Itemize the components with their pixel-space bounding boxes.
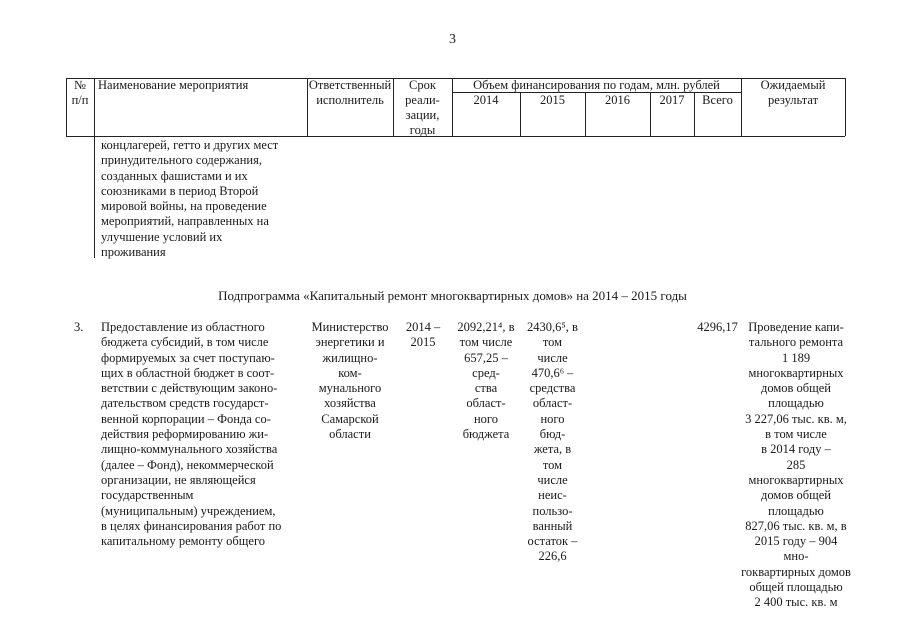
row-number: 3.	[74, 320, 84, 334]
row-name: Предоставление из областного бюджета субсидий, в том числе формируемых за счет поступаю- щих в областной бюджет в соот- ветствии с действующим законо- дательством средств государст- венной корпорации – Фонда со- действия реформированию жи- лищно-коммунального хозяйства (далее – Фонд), некоммерческой организации, не являющейся государственным (муниципальным) учреждением, в целях финансирования работ по капитальному ремонту общего	[101, 320, 282, 549]
row-executor: Министерство энергетики и жилищно- ком- мунального хозяйства Самарской области	[311, 320, 389, 442]
header-year-2015: 2015	[540, 93, 565, 107]
header-term: Срок реали- зации, годы	[405, 78, 440, 137]
header-result: Ожидаемый результат	[760, 78, 826, 107]
header-year-2014: 2014	[473, 93, 499, 107]
row-result: Проведение капи- тального ремонта 1 189 многоквартирных домов общей площадью 3 227,06 тыс. кв. м, в том числе в 2014 году – 285 многоквартирных домов общей площадью 827,06 тыс. кв. м, в 2015 году – 904 мно- гоквартирных домов общей площадью 2 400 тыс. кв. м	[741, 320, 851, 610]
row-total: 4296,17	[697, 320, 738, 334]
page-number: 3	[449, 32, 456, 47]
header-year-2017: 2017	[659, 93, 685, 107]
header-name: Наименование мероприятия	[98, 78, 249, 92]
header-year-2016: 2016	[605, 93, 630, 107]
row-2015: 2430,6⁵, в том числе 470,6⁶ – средства област- ного бюд- жета, в том числе неис- пользо- ванный остаток – 226,6	[527, 320, 578, 564]
header-financing-title: Объем финансирования по годам, млн. рублей	[473, 78, 720, 92]
header-num: № п/п	[71, 78, 89, 107]
row-term: 2014 – 2015	[405, 320, 441, 350]
header-executor: Ответственный исполнитель	[308, 78, 392, 107]
header-total: Всего	[702, 93, 733, 107]
continuation-text: концлагерей, гетто и других мест принудительного содержания, созданных фашистами и их союзниками в период Второй мировой войны, на проведение мероприятий, направленных на улучшение условий их проживания	[101, 138, 279, 260]
row-2014: 2092,21⁴, в том числе 657,25 – сред- ства област- ного бюджета	[457, 320, 515, 442]
subprogram-title: Подпрограмма «Капитальный ремонт многоквартирных домов» на 2014 – 2015 годы	[218, 288, 687, 303]
